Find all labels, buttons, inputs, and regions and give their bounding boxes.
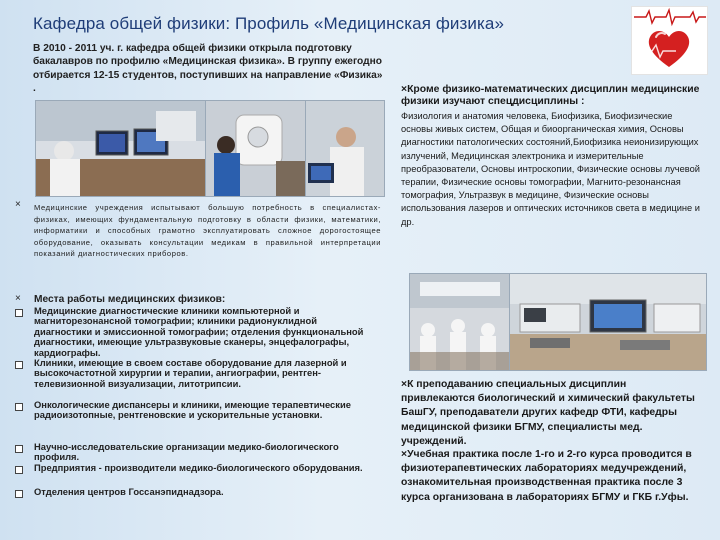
square-bullet-icon — [15, 490, 23, 498]
page-title: Кафедра общей физики: Профиль «Медицинская физика» — [33, 14, 505, 33]
workplace-item: Предприятия - производители медико-биологического оборудования. — [34, 462, 363, 473]
square-bullet-icon — [15, 403, 23, 411]
workplace-item: Медицинские диагностические клиники компьютерной и магниторезонансной томографии; клиники радионуклидной диагностики и эмиссионной томографии; отделения функциональной диагностики, имеющие ультразвуковые сканеры, энцефалографы, кардиографы. — [34, 305, 364, 358]
lab-photo-2 — [205, 100, 307, 197]
special-disciplines-lead: ×Кроме физико-математических дисциплин медицинские физики изучают спецдисциплины : — [401, 84, 700, 108]
heart-ecg-icon — [631, 6, 708, 75]
workplace-item: Онкологические диспансеры и клиники, имеющие терапевтические радиоизотопные, рентгеновские и ускорительные установки. — [34, 399, 351, 421]
practice-paragraph: ×Учебная практика после 1-го и 2-го курса проводится в физиотерапевтических лабораториях медучреждений, ознакомительная производственная практика после 3 курса организована в лабораториях БГМУ и ГКБ г.Уфы. — [401, 449, 692, 503]
workplaces-heading: Места работы медицинских физиков: — [34, 294, 226, 305]
square-bullet-icon — [15, 445, 23, 453]
lab-photo-1 — [35, 100, 207, 197]
workplace-item: Клиники, имеющие в своем составе оборудование для лазерной и высокочастотной хирургии и терапии, ангиографии, рентген-телевизионной визуализации, литотрипсии. — [34, 357, 347, 389]
med-institutions-paragraph: Медицинские учреждения испытывают большую потребность в специалистах-физиках, имеющих фундаментальную подготовку в области физики, математики, информатики и способных грамотно эксплуатировать сложное дорогостоящее оборудование, оказывать консультации медикам в правильной интерпретации показаний диагностических приборов. — [34, 203, 381, 259]
special-disciplines-list: Физиология и анатомия человека, Биофизика, Биофизические основы живых систем, Общая и биоорганическая химия, Основы диагностики патологических состояний,Биофизика неионизирующих излучений, Медицинская электроника и измерительные преобразователи, Основы интроскопии, Физические основы лучевой терапии, Физические основы томографии, Магнито-резонансная томография, Ультразвук в медицине, Физические основы использования лазеров и оптических источников света в медицине и др. — [401, 111, 701, 227]
cross-bullet-icon: × — [15, 293, 21, 304]
square-bullet-icon — [15, 361, 23, 369]
cross-bullet-icon: × — [15, 199, 21, 210]
teaching-staff-paragraph: ×К преподаванию специальных дисциплин привлекаются биологический и химический факультеты БашГУ, преподаватели других кафедр ФТИ, кафедры медицинской физики БГМУ, специалисты мед. учреждений. — [401, 379, 695, 447]
square-bullet-icon — [15, 466, 23, 474]
workplace-item: Отделения центров Госсанэпиднадзора. — [34, 486, 224, 497]
intro-paragraph: В 2010 - 2011 уч. г. кафедра общей физики открыла подготовку бакалавров по профилю «Медицинская физика». В группу ежегодно отбирается 12-15 студентов, поступивших на направление «Физика» . — [33, 43, 383, 95]
lab-photo-4 — [409, 273, 511, 371]
square-bullet-icon — [15, 309, 23, 317]
lab-photo-5 — [509, 273, 707, 371]
workplace-item: Научно-исследовательские организации медико-биологического профиля. — [34, 441, 339, 463]
lab-photo-3 — [305, 100, 385, 197]
